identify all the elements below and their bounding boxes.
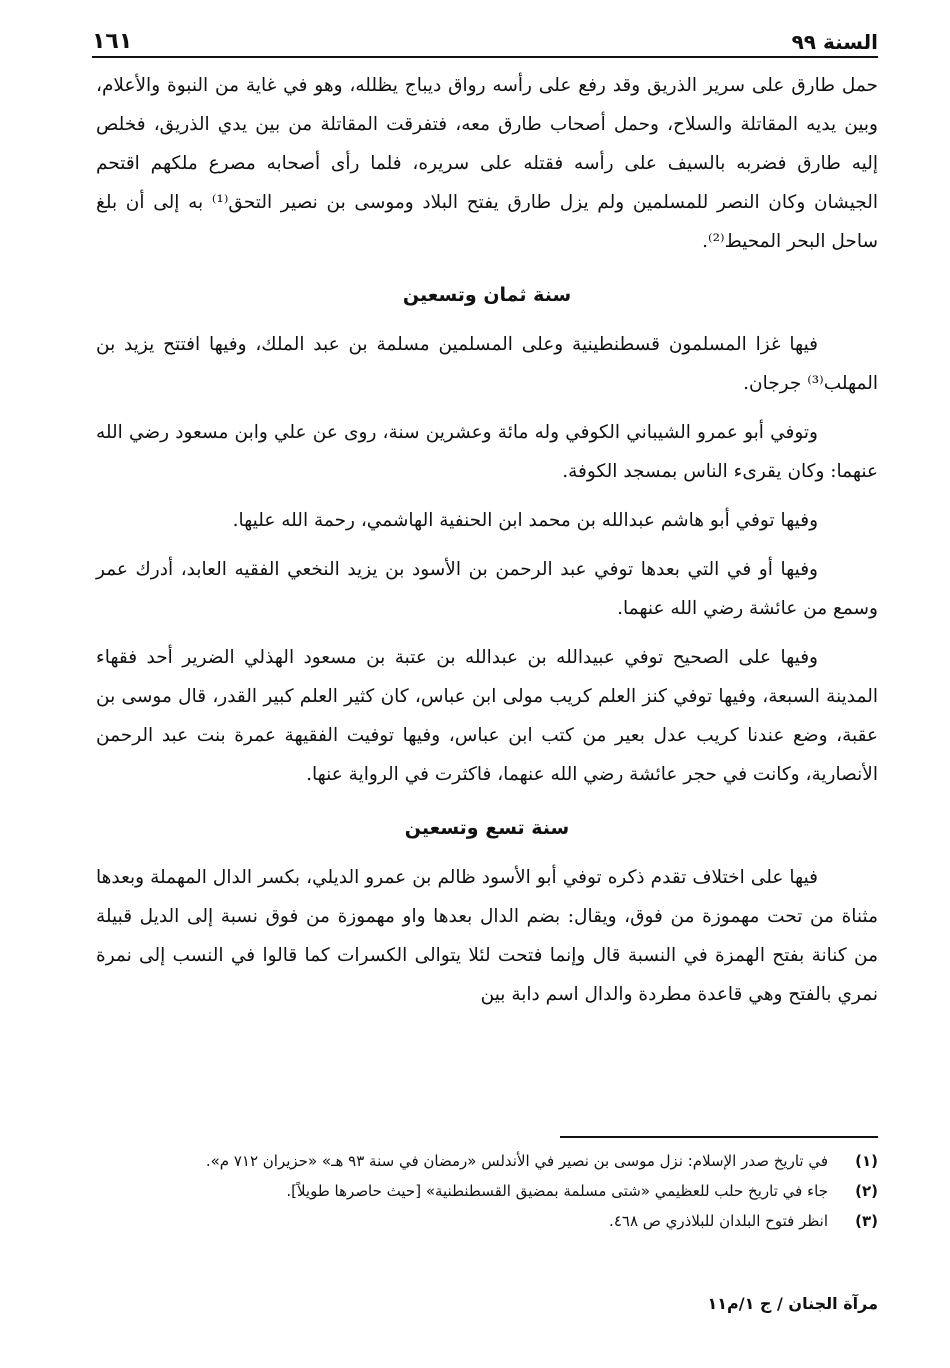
paragraph: فيها على اختلاف تقدم ذكره توفي أبو الأسود ظالم بن عمرو الديلي، بكسر الدال المهملة وبعدها مثناة من تحت مهموزة من فوق، ويقال: بضم الدال بعدها واو مهموزة من فوق نسبة إلى الديل قبيلة من كنانة بفتح الهمزة في النسبة قال وإنما فتحت لئلا يتوالى الكسرات كما قالوا في النسب إلى نمرة نمري بالفتح وهي قاعدة مطردة والدال اسم دابة بين [96, 867, 878, 1005]
footnote-text: في تاريخ صدر الإسلام: نزل موسى بن نصير في الأندلس «رمضان في سنة ٩٣ هـ» «حزيران ٧١٢ م». [205, 1152, 828, 1170]
paragraph: وفيها على الصحيح توفي عبيدالله بن عبدالله بن عتبة بن مسعود الهذلي الضرير أحد فقهاء المدينة السبعة، وفيها توفي كنز العلم كريب مولى ابن عباس، كان كثير العلم كبير القدر، قال موسى بن عقبة، وضع عندنا كريب عدل بعير من كتب ابن عباس، وفيها توفيت الفقيهة عمرة بنت عبد الرحمن الأنصارية، وكانت في حجر عائشة رضي الله عنهما، فاكثرت في الرواية عنها. [96, 647, 878, 785]
footnote [96, 1176, 878, 1206]
paragraph: فيها غزا المسلمون قسطنطينية وعلى المسلمين مسلمة بن عبد الملك، وفيها افتتح يزيد بن المهلب⁽³⁾ جرجان. [96, 334, 878, 394]
main-text [96, 66, 878, 1014]
paragraph: وفيها توفي أبو هاشم عبدالله بن محمد ابن الحنفية الهاشمي، رحمة الله عليها. [232, 510, 818, 531]
footnote-text: انظر فتوح البلدان للبلاذري ص ٤٦٨. [609, 1212, 828, 1230]
footnote-separator [560, 1136, 878, 1138]
paragraph: وفيها أو في التي بعدها توفي عبد الرحمن بن الأسود بن يزيد النخعي الفقيه العابد، أدرك عمر وسمع من عائشة رضي الله عنهما. [96, 559, 878, 619]
footnote-text: جاء في تاريخ حلب للعظيمي «شتى مسلمة بمضيق القسطنطنية» [حيث حاصرها طويلاً]. [286, 1182, 828, 1200]
page-number: ١٦١ [92, 29, 133, 54]
section-heading: سنة تسع وتسعين [404, 817, 570, 839]
running-title: السنة ٩٩ [791, 30, 878, 54]
paragraph: وتوفي أبو عمرو الشيباني الكوفي وله مائة وعشرين سنة، روى عن علي وابن مسعود رضي الله عنهما: وكان يقرىء الناس بمسجد الكوفة. [96, 422, 878, 482]
page-header [92, 22, 878, 58]
footnotes [96, 1146, 878, 1236]
footnote-number: (٢) [855, 1182, 878, 1200]
footnote [96, 1206, 878, 1236]
footnote-number: (٣) [855, 1212, 878, 1230]
signature-mark: مرآة الجنان / ج ١/م١١ [707, 1294, 878, 1313]
footnote [96, 1146, 878, 1176]
section-heading: سنة ثمان وتسعين [402, 284, 572, 306]
footnote-number: (١) [855, 1152, 878, 1170]
paragraph: حمل طارق على سرير الذريق وقد رفع على رأسه رواق ديباج يظلله، وهو في غاية من النبوة والأعلام، وبين يديه المقاتلة والسلاح، وحمل أصحاب طارق معه، فتفرقت المقاتلة من بين يدي الذريق، فخلص إليه طارق فضربه بالسيف على رأسه فقتله على سريره، فلما رأى أصحابه مصرع ملكهم اقتحم الجيشان وكان النصر للمسلمين ولم يزل طارق يفتح البلاد وموسى بن نصير التحق⁽¹⁾ به إلى أن بلغ ساحل البحر المحيط⁽²⁾. [96, 75, 878, 252]
